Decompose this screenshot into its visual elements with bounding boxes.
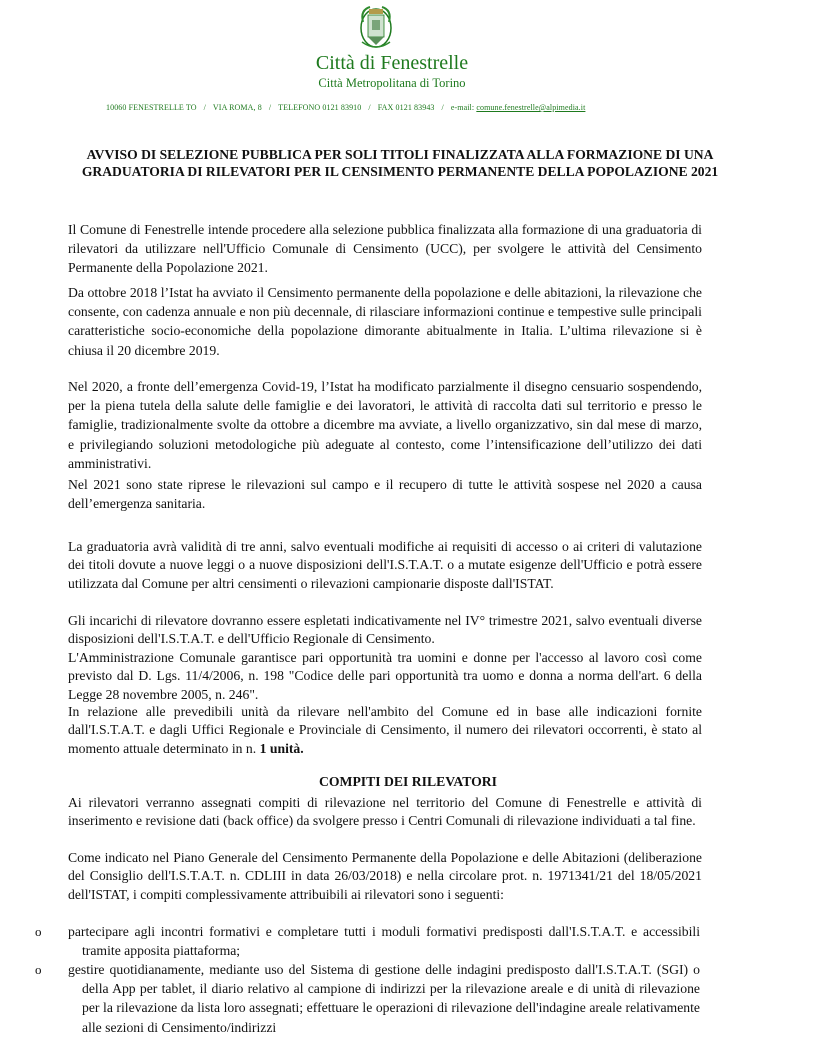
email-link[interactable]: comune.fenestrelle@alpimedia.it (476, 103, 586, 112)
intro-paragraph: Il Comune di Fenestrelle intende procedere alla selezione pubblica finalizzata alla formazione di una graduatoria di rilevatori da utilizzare nell'Ufficio Comunale di Censimento (UCC), per svolgere le attività del Censimento Permanente della Popolazione 2021. (68, 222, 702, 276)
document-title: AVVISO DI SELEZIONE PUBBLICA PER SOLI TITOLI FINALIZZATA ALLA FORMAZIONE DI UNA GRADUATORIA DI RILEVATORI PER IL CENSIMENTO PERMANENTE DELLA POPOLAZIONE 2021 (81, 147, 719, 179)
email-label: e-mail (450, 103, 472, 112)
section-paragraph-compiti: Come indicato nel Piano Generale del Censimento Permanente della Popolazione e delle Abitazioni (deliberazione del Consiglio dell'I.S.T.A.T. n. CDLIII in data 26/03/2018) e nella circolare prot. n. 1971341/21 del 18/05/2021 dell'ISTAT, i compiti complessivamente attribuibili ai rilevatori sono i seguenti: (68, 850, 702, 902)
bullet-text: partecipare agli incontri formativi e completare tutti i moduli formativi predisposti dall'I.S.T.A.T. e accessibili tramite apposita piattaforma; (68, 924, 700, 959)
paragraph-istat-2018: Da ottobre 2018 l’Istat ha avviato il Censimento permanente della popolazione e delle abitazioni, la rilevazione che consente, con cadenza annuale e non più decennale, di rilasciare informazioni continue e tempestive sulle principali caratteristiche socio-economiche della popolazione dimorante abitualmente in Italia. L’ultima rilevazione si è chiusa il 20 dicembre 2019. (68, 285, 702, 358)
street-address: VIA ROMA, 8 (212, 103, 262, 112)
unita-text: In relazione alle prevedibili unità da rilevare nell'ambito del Comune ed in base alle indicazioni fornite dall'I.S.T.A.T. e dagli Uffici Regionale e Provinciale di Censimento, il numero dei rilevatori occorrenti, è stato al momento attuale determinato in n. (68, 704, 702, 756)
paragraph-incarichi: Gli incarichi di rilevatore dovranno essere espletati indicativamente nel IV° trimestre 2021, salvo eventuali diverse disposizioni dell'I.S.T.A.T. e dell'Ufficio Regionale di Censimento. (68, 613, 702, 647)
section-heading: COMPITI DEI RILEVATORI (319, 774, 497, 789)
bullet-marker: o (35, 924, 42, 939)
postal-address: 10060 FENESTRELLE TO (106, 103, 197, 112)
paragraph-unita (68, 703, 702, 758)
fax-number: FAX 0121 83943 (377, 103, 435, 112)
units-value: 1 unità. (259, 740, 304, 756)
paragraph-2021: Nel 2021 sono state riprese le rilevazioni sul campo e il recupero di tutte le attività sospese nel 2020 a causa dell’emergenza sanitaria. (68, 477, 702, 512)
coat-of-arms-icon (354, 2, 398, 52)
paragraph-covid-2020: Nel 2020, a fronte dell’emergenza Covid-19, l’Istat ha modificato parzialmente il disegno censuario sospendendo, per la piena tutela della salute delle famiglie e dei lavoratori, le attività di raccolta dati sul territorio e presso le famiglie, tradizionalmente svolte da ottobre a dicembre ma avviate, a livello organizzativo, sin dal mese di marzo, e privilegiando soluzioni metodologiche più adeguate al contesto, come l’intensificazione dell’utilizzo dei dati amministrativi. (68, 379, 702, 471)
paragraph-pari-opportunita: L'Amministrazione Comunale garantisce pari opportunità tra uomini e donne per l'accesso al lavoro così come previsto dal D. Lgs. 11/4/2006, n. 198 "Codice delle pari opportunità tra uomo e donna a norma dell'art. 6 della Legge 28 novembre 2005, n. 246". (68, 650, 702, 702)
bullet-marker: o (35, 962, 42, 977)
address-line: 10060 FENESTRELLE TO / VIA ROMA, 8 / TELEFONO 0121 83910 / FAX 0121 83943 / e-mail: comune.fenestrelle@alpimedia.it (106, 103, 586, 112)
metro-area: Città Metropolitana di Torino (318, 76, 466, 90)
phone-number: TELEFONO 0121 83910 (278, 103, 362, 112)
section-paragraph-rilevatori: Ai rilevatori verranno assegnati compiti di rilevazione nel territorio del Comune di Fenestrelle e attività di inserimento e revisione dati (back office) da svolgere presso i Centri Comunali di rilevazione individuati a tal fine. (68, 795, 702, 829)
town-name: Città di Fenestrelle (315, 52, 469, 74)
paragraph-graduatoria: La graduatoria avrà validità di tre anni, salvo eventuali modifiche ai requisiti di accesso o ai criteri di valutazione dei titoli dovute a nuove leggi o a nuove disposizioni dell'I.S.T.A.T. o a mutate esigenze dell'Ufficio e potrà essere utilizzata dal Comune per altri censimenti o rilevazioni campionarie disposte dall'ISTAT. (68, 539, 702, 591)
bullet-text: gestire quotidianamente, mediante uso del Sistema di gestione delle indagini predisposto dall'I.S.T.A.T. (SGI) o della App per tablet, il diario relativo al campione di indirizzi per la rilevazione areale e di unità di rilevazione per la rilevazione da lista loro assegnati; effettuare le operazioni di rilevazione dell'indagine areale relativamente alle sezioni di Censimento/indirizzi (68, 962, 700, 1035)
